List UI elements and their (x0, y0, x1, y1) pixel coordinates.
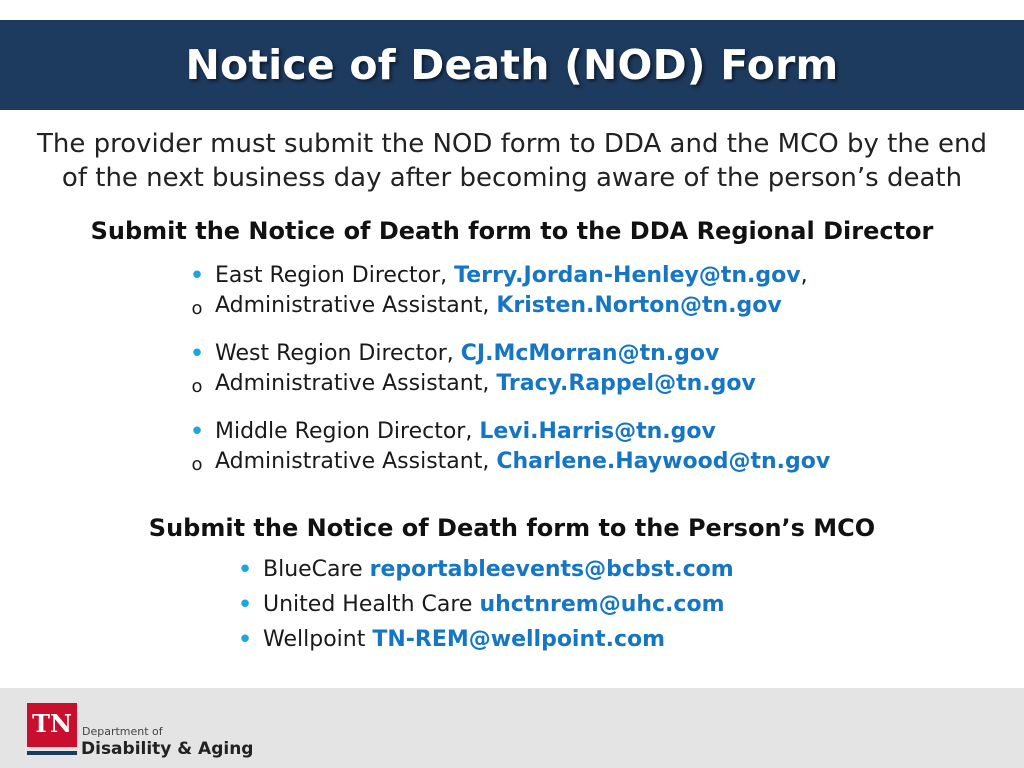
department-label: Department of (82, 725, 163, 738)
circle-bullet-icon: o (191, 454, 203, 475)
middle-assistant-email-link[interactable]: Charlene.Haywood@tn.gov (496, 449, 831, 474)
title-bar (0, 20, 1024, 110)
east-assistant-item (190, 291, 782, 321)
tn-logo: TN (27, 703, 77, 747)
mco-email-united-link[interactable]: uhctnrem@uhc.com (479, 592, 725, 617)
mco-email-wellpoint-link[interactable]: TN-REM@wellpoint.com (372, 627, 666, 652)
middle-director-label: Middle Region Director, (215, 419, 480, 444)
bullet-icon: • (189, 417, 205, 447)
west-director-label: West Region Director, (215, 341, 461, 366)
intro-text (0, 127, 1024, 195)
middle-assistant-item (190, 447, 830, 477)
mco-name-wellpoint: Wellpoint (263, 627, 373, 652)
east-director-suffix: , (800, 263, 808, 288)
middle-director-email-link[interactable]: Levi.Harris@tn.gov (479, 419, 716, 444)
dda-section-heading: Submit the Notice of Death form to the DDA Regional Director (90, 217, 934, 245)
intro-line-1: The provider must submit the NOD form to DDA and the MCO by the end (36, 129, 988, 159)
page-title: Notice of Death (NOD) Form (185, 41, 839, 89)
east-director-item (190, 261, 808, 291)
west-director-item (190, 339, 719, 369)
east-assistant-label: Administrative Assistant, (215, 293, 497, 318)
bullet-icon: • (237, 555, 253, 585)
east-director-label: East Region Director, (215, 263, 455, 288)
mco-item-bluecare (238, 555, 734, 585)
west-assistant-label: Administrative Assistant, (215, 371, 497, 396)
mco-section-heading: Submit the Notice of Death form to the Person’s MCO (148, 514, 876, 542)
bullet-icon: • (237, 625, 253, 655)
west-assistant-email-link[interactable]: Tracy.Rappel@tn.gov (496, 371, 756, 396)
west-assistant-item (190, 369, 756, 399)
intro-line-2: of the next business day after becoming aware of the person’s death (61, 163, 963, 193)
mco-name-bluecare: BlueCare (263, 557, 370, 582)
middle-director-item (190, 417, 716, 447)
mco-item-wellpoint (238, 625, 665, 655)
bullet-icon: • (189, 261, 205, 291)
bullet-icon: • (189, 339, 205, 369)
mco-email-bluecare-link[interactable]: reportableevents@bcbst.com (369, 557, 734, 582)
circle-bullet-icon: o (191, 376, 203, 397)
bullet-icon: • (237, 590, 253, 620)
west-director-email-link[interactable]: CJ.McMorran@tn.gov (460, 341, 720, 366)
mco-item-united (238, 590, 725, 620)
circle-bullet-icon: o (191, 298, 203, 319)
mco-name-united: United Health Care (263, 592, 480, 617)
east-assistant-email-link[interactable]: Kristen.Norton@tn.gov (496, 293, 782, 318)
footer (0, 688, 1024, 768)
department-name: Disability & Aging (81, 739, 254, 759)
middle-assistant-label: Administrative Assistant, (215, 449, 497, 474)
east-director-email-link[interactable]: Terry.Jordan-Henley@tn.gov (454, 263, 801, 288)
